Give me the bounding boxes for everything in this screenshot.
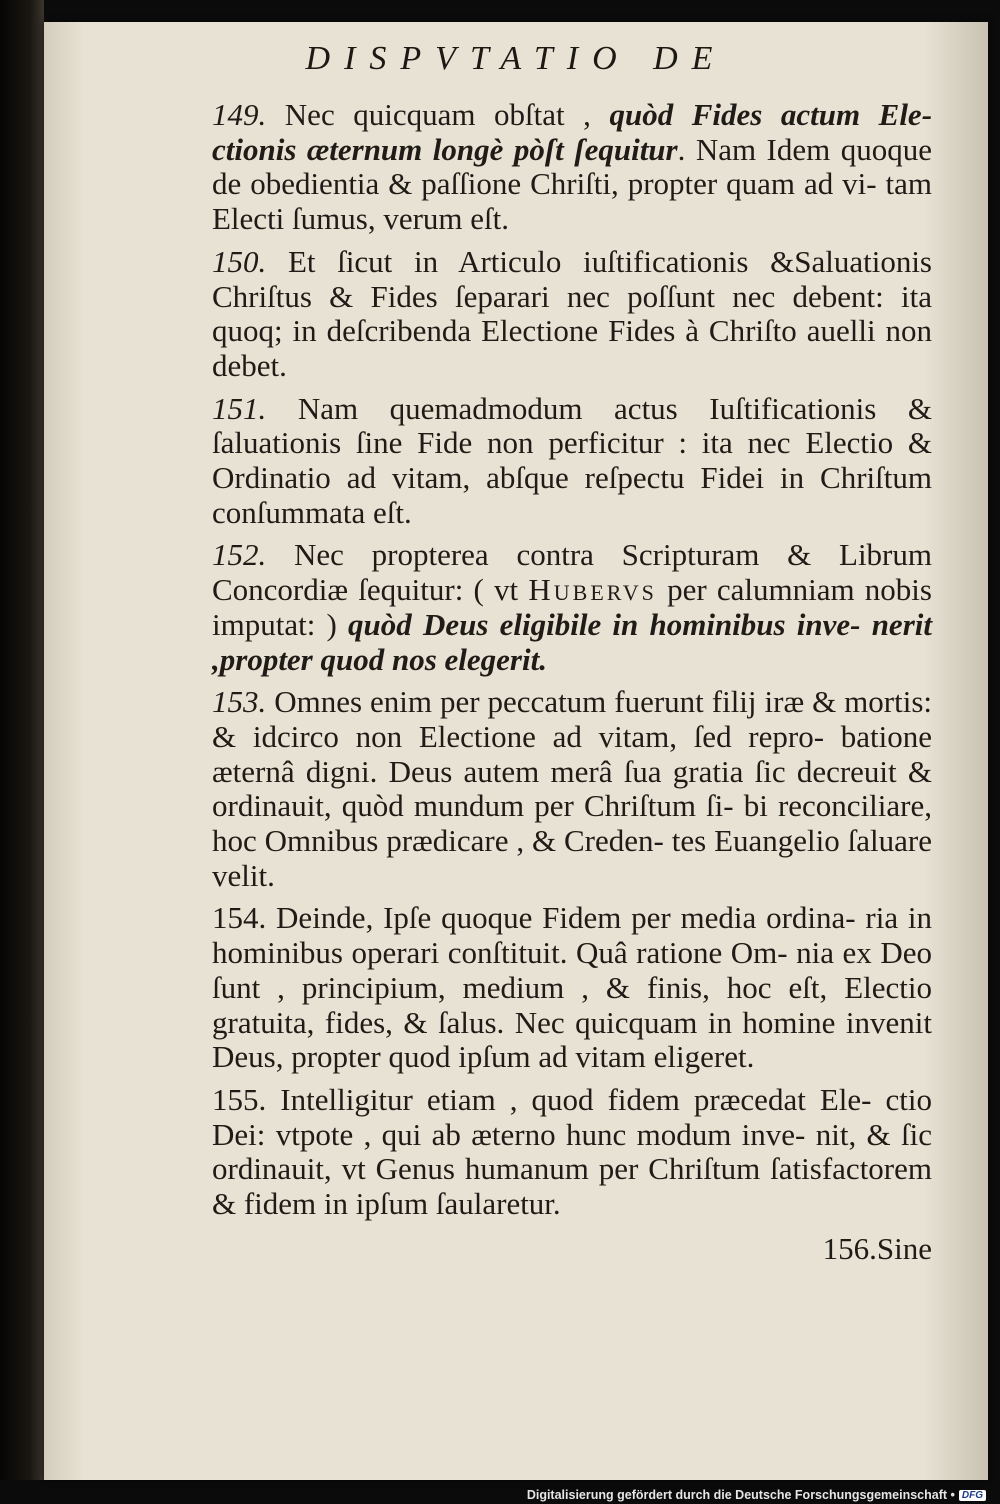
paragraph-text: Nec propterea contra Scripturam & Librum Concordiæ ſequitur: ( vt — [212, 537, 932, 608]
paragraph-number: 154. — [212, 900, 267, 936]
paragraph-153 — [212, 685, 932, 893]
paragraph-text: Nec quicquam obſtat , — [284, 97, 610, 132]
running-head: DISPVTATIO DE — [305, 40, 727, 77]
catchword: 156.Sine — [822, 1230, 932, 1266]
paragraph-number: 153. — [212, 684, 267, 720]
paragraph-text: Nam quemadmodum actus Iuſtificationis & ſaluationis ſine Fide non perficitur : ita nec Electio & Ordinatio ad vitam, abſque reſpectu Fidei in Chriſtum conſummata eſt. — [212, 390, 932, 530]
paragraph-number: 152. — [212, 537, 267, 573]
paragraph-text: Deinde, Ipſe quoque Fidem per media ordina- ria in hominibus operari conſtituit. Quâ ratione Om- nia ex Deo ſunt , principium, medium , & finis, hoc eſt, Electio gratuita, fides, & ſalus. Nec quicquam in homine invenit Deus, propter quod ipſum ad vitam eligeret. — [212, 900, 932, 1075]
digitization-credit — [527, 1488, 986, 1502]
paragraph-149 — [212, 98, 932, 237]
paragraph-number: 150. — [212, 243, 267, 279]
paragraph-number: 149. — [212, 97, 267, 132]
paragraph-text: Omnes enim per peccatum fuerunt filij iræ & mortis: & idcirco non Electione ad vitam, ſed repro- batione æternâ digni. Deus autem merâ ſua gratia ſic decreuit & ordinauit, quòd mundum per Chriſtum ſi- bi reconciliare, hoc Omnibus prædicare , & Creden- tes Euangelio ſaluare velit. — [212, 684, 933, 893]
paragraph-155 — [212, 1083, 932, 1222]
body-text — [212, 98, 932, 1267]
credit-text: Digitalisierung gefördert durch die Deutsche Forschungsgemeinschaft • — [526, 1488, 955, 1502]
paragraph-number: 155. — [212, 1081, 267, 1117]
book-page — [44, 22, 988, 1480]
paragraph-152 — [212, 538, 932, 677]
paragraph-text: Intelligitur etiam , quod fidem præcedat Ele- ctio Dei: vtpote , qui ab æterno hunc modum inve- nit, & ſic ordinauit, vt Genus humanum per Chriſtum ſatisfactorem & fidem in ipſum ſaularetur. — [212, 1081, 932, 1222]
dfg-logo-icon: DFG — [959, 1490, 986, 1501]
paragraph-154 — [212, 901, 932, 1075]
author-name: Hubervs — [528, 572, 657, 608]
paragraph-text: Et ſicut in Articulo iuſtificationis &Saluationis Chriſtus & Fides ſeparari nec poſſunt nec debent: ita quoq; in deſcribenda Electione Fides à Chriſto auelli non debet. — [212, 243, 932, 383]
paragraph-number: 151. — [212, 390, 267, 426]
italic-quote: quòd Deus eligibile in hominibus inve- nerit ,propter quod nos elegerit. — [212, 606, 932, 677]
paragraph-151 — [212, 392, 932, 531]
italic-quote: quòd Fides actum Ele- — [609, 97, 933, 132]
paragraph-text: per calumniam nobis imputat: ) — [212, 572, 932, 642]
italic-quote: ctionis æternum longè pòſt ſequitur — [212, 131, 678, 167]
paragraph-150 — [212, 245, 932, 384]
binding-shadow — [0, 0, 44, 1480]
paragraph-text: . Nam Idem quoque de obedientia & paſſione Chriſti, propter quam ad vi- tam Electi ſumus, verum eſt. — [212, 131, 932, 237]
